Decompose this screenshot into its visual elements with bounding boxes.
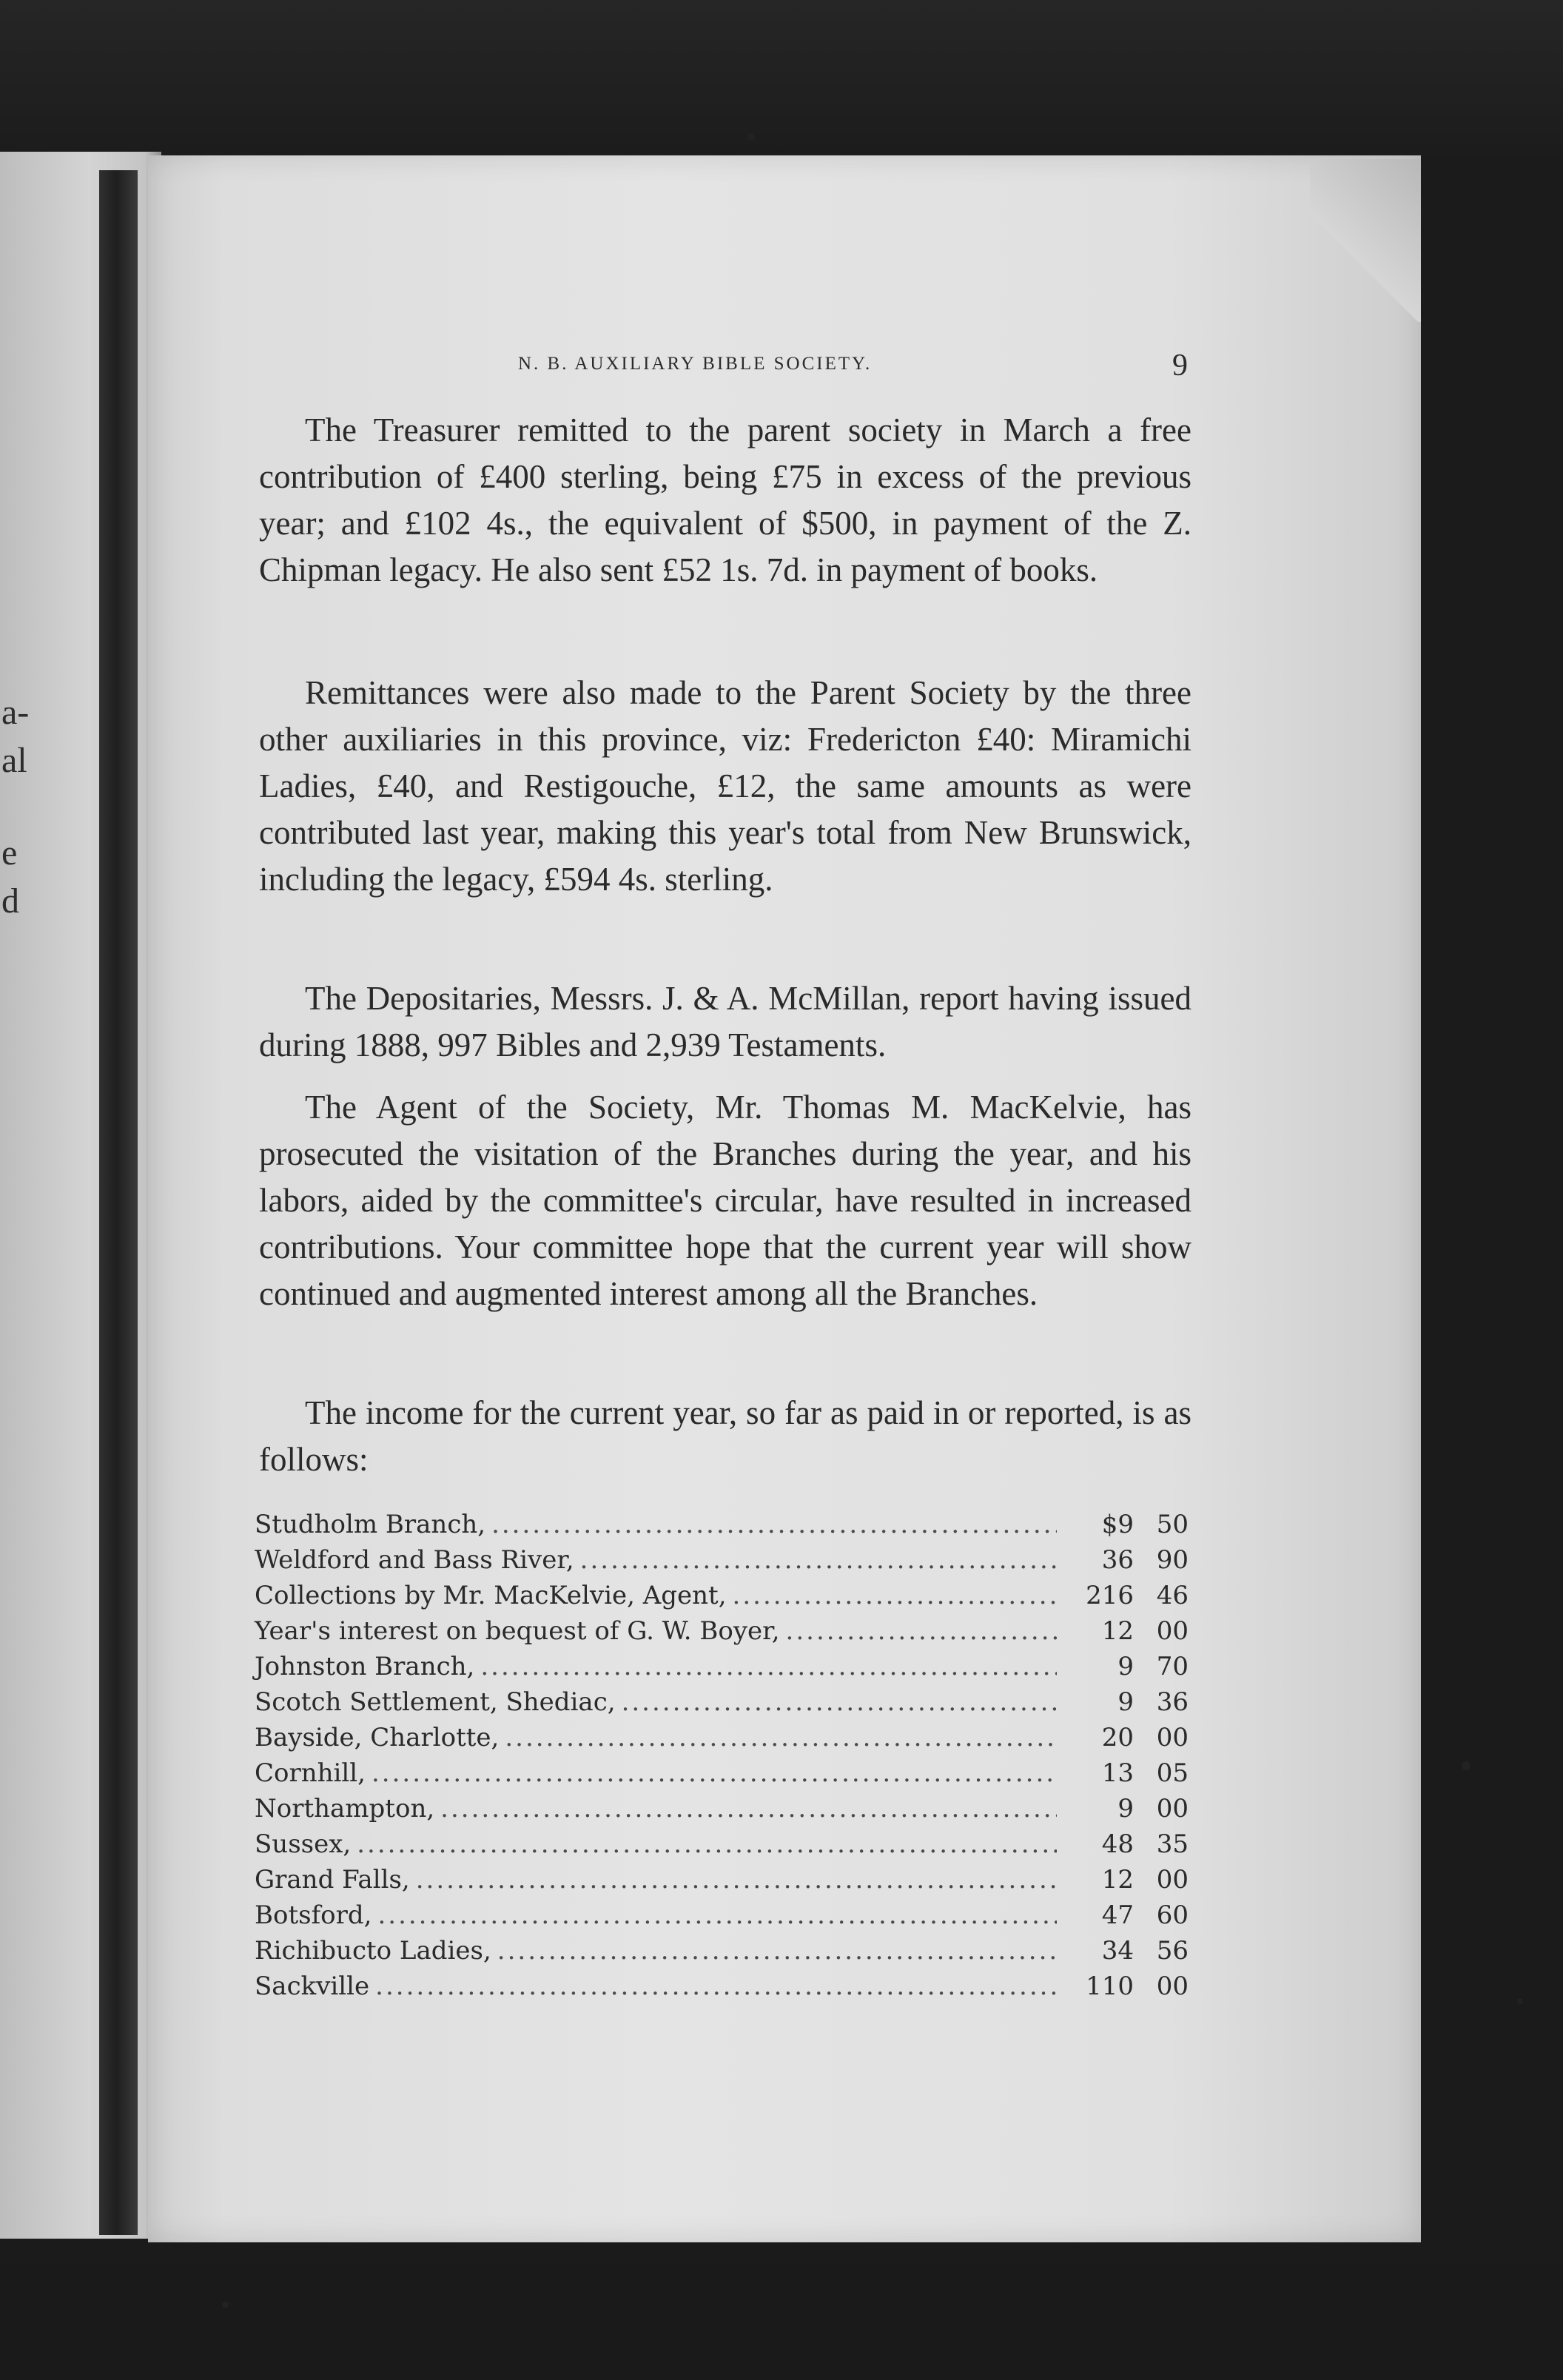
- paragraph-remittances: Remittances were also made to the Parent Society by the three other auxiliaries in this province, viz: Fredericton £40: Miramichi Ladies, £40, and Restigouche, £12, the same amounts as were contributed last year, making this year's total from New Brunswick, including the legacy, £594 4s. sterling.: [259, 674, 1191, 898]
- ledger-row: [255, 1684, 1189, 1720]
- leader-dots: [440, 1791, 1057, 1826]
- left-page-fragment: a-: [1, 693, 30, 732]
- ledger-branch-name: Collections by Mr. MacKelvie, Agent,: [255, 1581, 727, 1610]
- ledger-cents: 36: [1156, 1687, 1189, 1717]
- ledger-branch-name: Johnston Branch,: [255, 1652, 475, 1681]
- ledger-cents: 50: [1156, 1510, 1189, 1539]
- ledger-branch-name: Grand Falls,: [255, 1865, 410, 1895]
- ledger-cents: 70: [1156, 1652, 1189, 1681]
- film-border-bottom: [0, 2265, 1563, 2380]
- ledger-cents: 00: [1156, 1865, 1189, 1895]
- leader-dots: [580, 1542, 1057, 1578]
- leader-dots: [491, 1507, 1057, 1542]
- ledger-row: [255, 1791, 1189, 1826]
- leader-dots: [497, 1933, 1057, 1969]
- leader-dots: [733, 1578, 1057, 1613]
- film-speck: [222, 2302, 229, 2308]
- ledger-row: [255, 1613, 1189, 1649]
- ledger-branch-name: Botsford,: [255, 1900, 372, 1930]
- paragraph-depositaries: The Depositaries, Messrs. J. & A. McMillan, report having issued during 1888, 997 Bibles and 2,939 Testaments.: [259, 980, 1191, 1063]
- ledger-row: [255, 1826, 1189, 1862]
- ledger-row: [255, 1720, 1189, 1755]
- ledger-row: [255, 1969, 1189, 2004]
- ledger-row: [255, 1542, 1189, 1578]
- ledger-dollars: 48: [1101, 1829, 1134, 1859]
- ledger-dollars: $9: [1101, 1510, 1134, 1539]
- ledger-dollars: 110: [1086, 1971, 1134, 2001]
- ledger-row: [255, 1862, 1189, 1897]
- ledger-dollars: 34: [1101, 1936, 1134, 1966]
- leader-dots: [375, 1969, 1057, 2004]
- ledger-cents: 00: [1156, 1971, 1189, 2001]
- left-page-fragment: al: [1, 741, 27, 780]
- income-ledger: [255, 1507, 1189, 2004]
- ledger-cents: 00: [1156, 1616, 1189, 1646]
- film-border-top: [0, 0, 1563, 155]
- paragraph-treasurer: The Treasurer remitted to the parent society in March a free contribution of £400 sterling, being £75 in excess of the previous year; and £102 4s., the equivalent of $500, in payment of the Z. Chipman legacy. He also sent £52 1s. 7d. in payment of books.: [259, 411, 1191, 588]
- ledger-dollars: 20: [1101, 1723, 1134, 1752]
- ledger-branch-name: Sussex,: [255, 1829, 352, 1859]
- ledger-dollars: 13: [1101, 1758, 1134, 1788]
- ledger-branch-name: Bayside, Charlotte,: [255, 1723, 500, 1752]
- running-title: N. B. AUXILIARY BIBLE SOCIETY.: [518, 354, 873, 374]
- left-page-fragment: d: [1, 881, 19, 921]
- ledger-branch-name: Studholm Branch,: [255, 1510, 486, 1539]
- ledger-cents: 00: [1156, 1723, 1189, 1752]
- ledger-cents: 35: [1156, 1829, 1189, 1859]
- ledger-cents: 05: [1156, 1758, 1189, 1788]
- ledger-cents: 56: [1156, 1936, 1189, 1966]
- film-speck: [1517, 1998, 1523, 2004]
- paragraph-agent: The Agent of the Society, Mr. Thomas M. MacKelvie, has prosecuted the visitation of the Branches during the year, and his labors, aided by the committee's circular, have resulted in increased contributions. Your committee hope that the current year will show continued and augmented interest among all the Branches.: [259, 1089, 1191, 1312]
- leader-dots: [377, 1897, 1057, 1933]
- ledger-branch-name: Cornhill,: [255, 1758, 366, 1788]
- ledger-branch-name: Scotch Settlement, Shediac,: [255, 1687, 616, 1717]
- ledger-dollars: 9: [1117, 1794, 1134, 1823]
- ledger-branch-name: Weldford and Bass River,: [255, 1545, 574, 1575]
- ledger-cents: 90: [1156, 1545, 1189, 1575]
- ledger-dollars: 9: [1117, 1652, 1134, 1681]
- ledger-dollars: 12: [1101, 1865, 1134, 1895]
- ledger-cents: 60: [1156, 1900, 1189, 1930]
- ledger-cents: 46: [1156, 1581, 1189, 1610]
- ledger-cents: 00: [1156, 1794, 1189, 1823]
- ledger-dollars: 9: [1117, 1687, 1134, 1717]
- ledger-branch-name: Richibucto Ladies,: [255, 1936, 491, 1966]
- ledger-row: [255, 1649, 1189, 1684]
- ledger-row: [255, 1578, 1189, 1613]
- leader-dots: [786, 1613, 1057, 1649]
- film-speck: [747, 133, 755, 141]
- ledger-branch-name: Sackville: [255, 1971, 370, 2001]
- leader-dots: [622, 1684, 1057, 1720]
- curled-page-corner: [1310, 159, 1421, 322]
- ledger-row: [255, 1507, 1189, 1542]
- ledger-branch-name: Year's interest on bequest of G. W. Boyer,: [255, 1616, 780, 1646]
- paragraph-income-intro: The income for the current year, so far as paid in or reported, is as follows:: [259, 1394, 1191, 1478]
- film-speck: [1462, 1761, 1470, 1770]
- ledger-dollars: 36: [1101, 1545, 1134, 1575]
- ledger-row: [255, 1933, 1189, 1969]
- leader-dots: [416, 1862, 1057, 1897]
- page-number: 9: [1172, 349, 1188, 383]
- leader-dots: [480, 1649, 1057, 1684]
- ledger-row: [255, 1897, 1189, 1933]
- ledger-dollars: 47: [1101, 1900, 1134, 1930]
- ledger-dollars: 12: [1101, 1616, 1134, 1646]
- book-gutter: [99, 170, 138, 2235]
- leader-dots: [505, 1720, 1057, 1755]
- left-page-fragment: e: [1, 833, 18, 873]
- leader-dots: [357, 1826, 1057, 1862]
- ledger-dollars: 216: [1086, 1581, 1134, 1610]
- ledger-row: [255, 1755, 1189, 1791]
- ledger-branch-name: Northampton,: [255, 1794, 435, 1823]
- leader-dots: [372, 1755, 1057, 1791]
